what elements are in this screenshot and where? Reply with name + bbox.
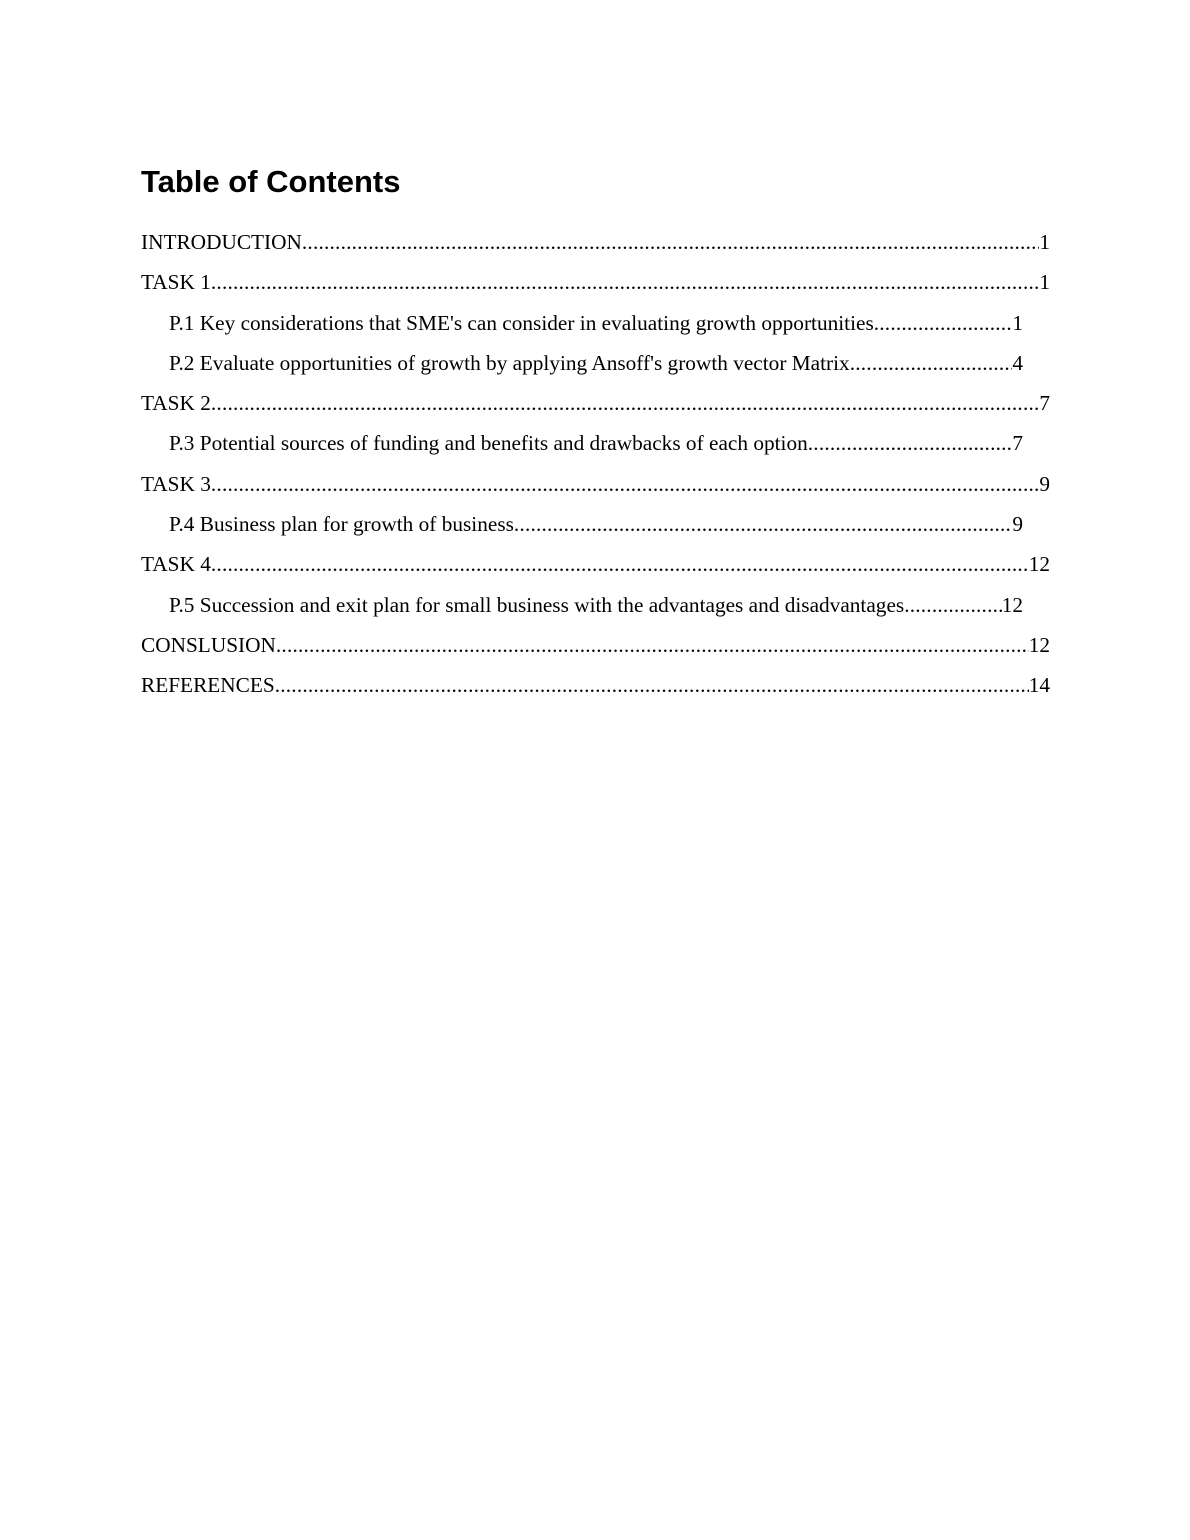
toc-entry-label: TASK 4 [141, 552, 211, 577]
toc-entry-task-3[interactable] [141, 464, 1050, 504]
dot-leader [514, 504, 1012, 544]
toc-entry-p5[interactable] [169, 585, 1023, 625]
dot-leader [850, 343, 1013, 383]
toc-entry-introduction[interactable] [141, 222, 1050, 262]
toc-entry-task-1[interactable] [141, 262, 1050, 302]
toc-entry-task-2[interactable] [141, 383, 1050, 423]
toc-entry-label: TASK 1 [141, 270, 211, 295]
toc-entry-label: REFERENCES [141, 673, 275, 698]
toc-entry-label: TASK 3 [141, 471, 211, 496]
toc-entry-p3[interactable] [169, 423, 1023, 463]
toc-entry-p4[interactable] [169, 504, 1023, 544]
toc-entry-page: 4 [1012, 350, 1023, 375]
dot-leader [275, 665, 1029, 705]
toc-entry-label: P.2 Evaluate opportunities of growth by applying Ansoff's growth vector Matrix [169, 350, 850, 375]
toc-entry-page: 9 [1012, 512, 1023, 537]
toc-entry-page: 12 [1028, 632, 1050, 657]
toc-entry-page: 1 [1039, 270, 1050, 295]
dot-leader [211, 464, 1039, 504]
toc-entry-label: CONSLUSION [141, 632, 276, 657]
dot-leader [211, 544, 1029, 584]
toc-entry-page: 12 [1001, 592, 1023, 617]
toc-entry-label: P.4 Business plan for growth of business [169, 512, 514, 537]
dot-leader [302, 222, 1039, 262]
dot-leader [904, 585, 1002, 625]
toc-entry-label: TASK 2 [141, 391, 211, 416]
toc-entry-page: 1 [1012, 310, 1023, 335]
dot-leader [808, 423, 1013, 463]
toc-entry-label: P.1 Key considerations that SME's can consider in evaluating growth opportunities [169, 310, 874, 335]
toc-entry-p2[interactable] [169, 343, 1023, 383]
dot-leader [211, 262, 1039, 302]
toc-entry-page: 7 [1012, 431, 1023, 456]
toc-entry-task-4[interactable] [141, 544, 1050, 584]
toc-entry-conclusion[interactable] [141, 625, 1050, 665]
dot-leader [874, 303, 1013, 343]
toc-list [141, 222, 1050, 706]
toc-entry-page: 1 [1039, 230, 1050, 254]
toc-entry-label: P.5 Succession and exit plan for small business with the advantages and disadvantages [169, 592, 905, 617]
toc-entry-references[interactable] [141, 665, 1050, 705]
dot-leader [276, 625, 1029, 665]
toc-entry-label: P.3 Potential sources of funding and benefits and drawbacks of each option [169, 431, 808, 456]
toc-entry-page: 14 [1028, 673, 1050, 698]
toc-entry-label: INTRODUCTION [141, 230, 302, 254]
toc-entry-page: 12 [1028, 552, 1050, 577]
toc-entry-page: 9 [1039, 471, 1050, 496]
toc-entry-page: 7 [1039, 391, 1050, 416]
toc-entry-p1[interactable] [169, 303, 1023, 343]
dot-leader [211, 383, 1039, 423]
toc-title: Table of Contents [141, 164, 401, 199]
